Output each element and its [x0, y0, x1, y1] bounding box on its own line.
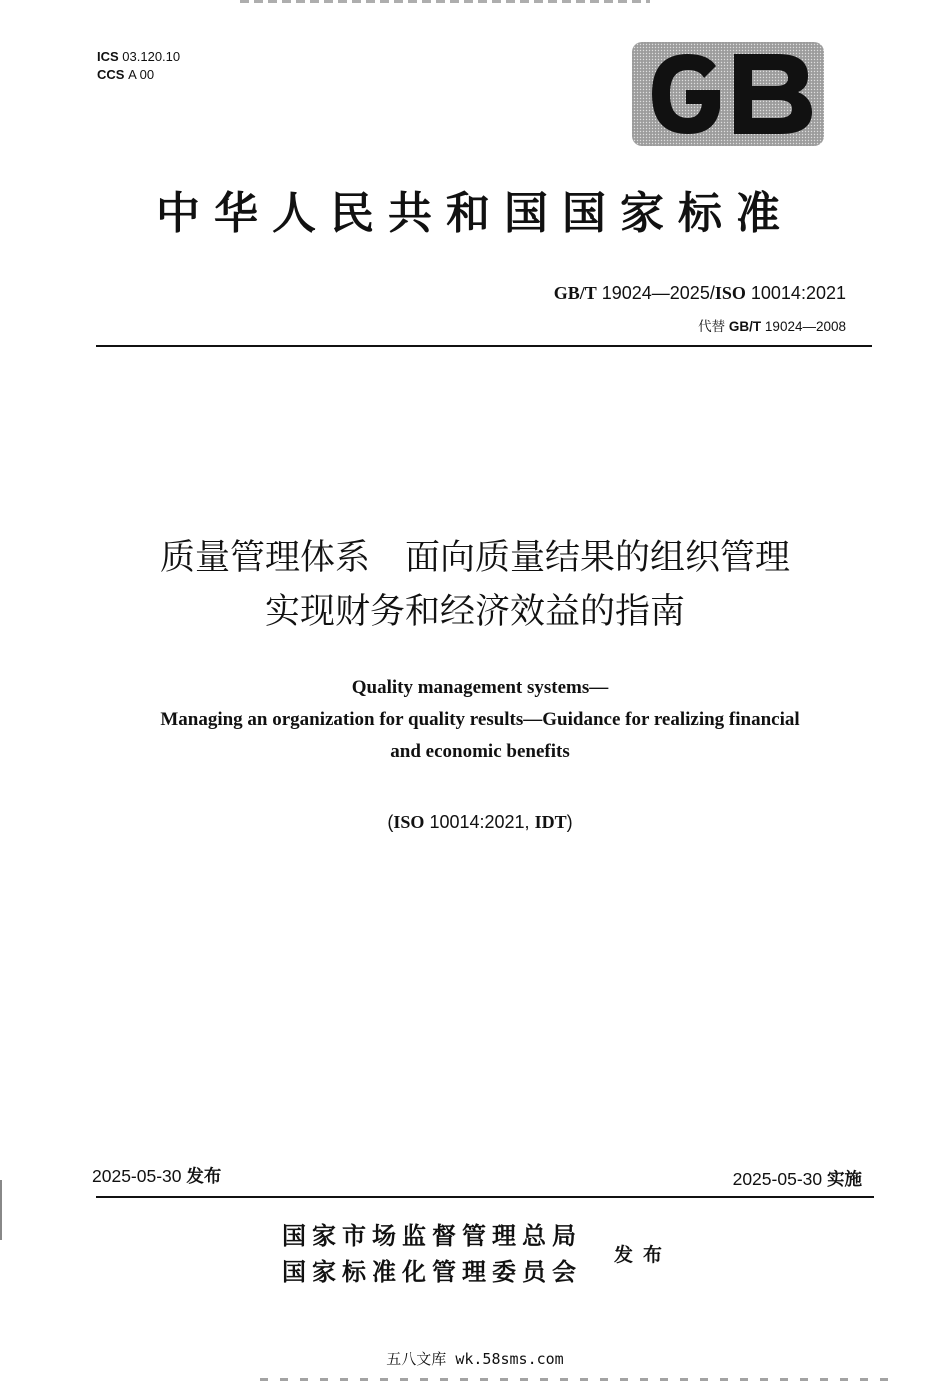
ccs-code: A 00 [128, 67, 155, 82]
issuer-line-2: 国家标准化管理委员会 [282, 1257, 582, 1286]
header-divider [96, 345, 872, 347]
scan-artifact-bottom [260, 1378, 890, 1381]
issue-date-suffix: 发布 [186, 1167, 222, 1187]
issuer-line-1: 国家市场监督管理总局 [282, 1221, 582, 1250]
chinese-title-line-1: 质量管理体系 面向质量结果的组织管理 [159, 538, 790, 578]
national-standard-title: 中华人民共和国国家标准 [156, 188, 794, 239]
implementation-date-value: 2025-05-30 [732, 1169, 823, 1189]
standard-number-prefix: GB/T [553, 283, 597, 303]
replaces-standard [698, 315, 846, 335]
equivalence-close: ) [566, 812, 573, 832]
issue-date-value: 2025-05-30 [92, 1166, 182, 1186]
equivalence-iso-core: 10014:2021, [429, 812, 530, 832]
ccs-label: CCS [97, 67, 125, 82]
ics-label: ICS [97, 49, 119, 64]
standard-iso-prefix: ISO [714, 283, 746, 303]
ics-line [97, 48, 180, 66]
publish-label: 发布 [614, 1244, 673, 1266]
equivalence-degree: IDT [534, 812, 567, 832]
equivalence-iso-prefix: ISO [393, 812, 425, 832]
english-title-line-3: and economic benefits [390, 741, 570, 762]
issue-date [92, 1163, 221, 1188]
english-title-line-2: Managing an organization for quality results—Guidance for realizing financial [160, 709, 800, 730]
replaces-prefix: GB/T [728, 319, 762, 334]
iso-equivalence [0, 810, 950, 834]
classification-codes [97, 48, 180, 84]
scan-artifact-top [240, 0, 650, 3]
standard-number-core: 19024—2025/ [601, 283, 715, 303]
replaces-core: 19024—2008 [764, 319, 846, 334]
english-title-line-1: Quality management systems— [351, 677, 609, 698]
equivalence-open: ( [387, 812, 394, 832]
standard-number [554, 283, 846, 304]
scan-artifact-left-edge [0, 1180, 2, 1240]
standard-iso-core: 10014:2021 [750, 283, 846, 303]
gb-logo-icon [630, 40, 826, 148]
replaces-word: 代替 [698, 319, 726, 334]
implementation-date-suffix: 实施 [827, 1170, 862, 1190]
chinese-title-line-2: 实现财务和经济效益的指南 [264, 592, 685, 632]
watermark-text: 五八文库 wk.58sms.com [386, 1350, 564, 1368]
footer-divider [96, 1196, 874, 1198]
ics-code: 03.120.10 [122, 49, 181, 64]
implementation-date [733, 1166, 862, 1191]
ccs-line [97, 66, 180, 84]
